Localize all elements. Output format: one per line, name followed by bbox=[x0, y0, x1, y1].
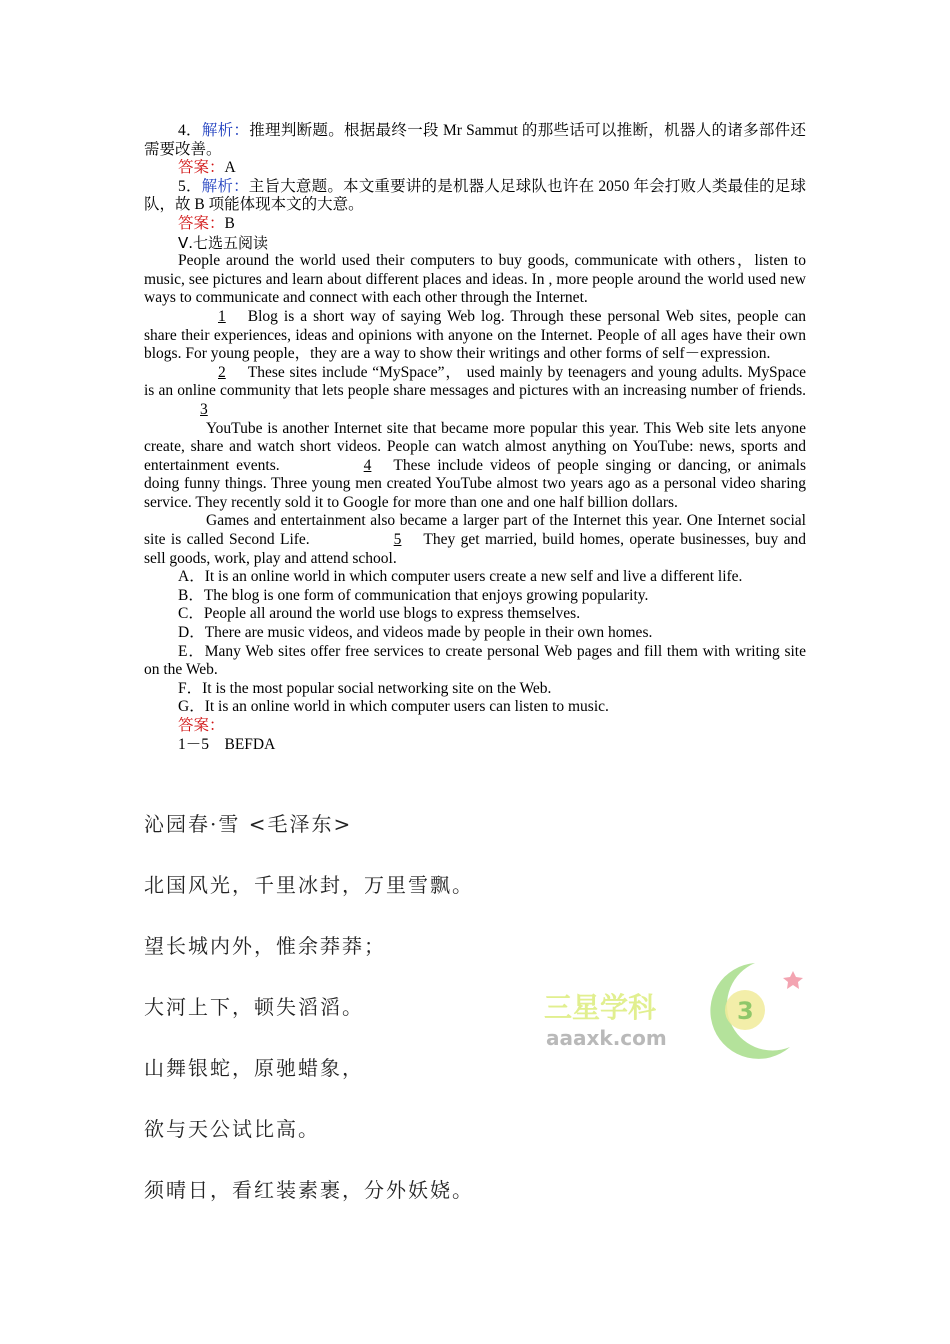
document-body bbox=[144, 122, 806, 754]
passage-paragraph: 1 Blog is a short way of saying Web log. Through these personal Web sites, people can share their experiences, ideas and opinions with anyone on the Internet. People of all ages have their own blogs. For young people，they are a way to show their writings and other forms of self－expression. bbox=[144, 307, 806, 363]
star-icon bbox=[783, 971, 803, 989]
blank-3: 3 bbox=[200, 400, 208, 418]
watermark-brand: 三星学科 bbox=[544, 991, 657, 1024]
poem-line: 望长城内外，惟余莽莽； bbox=[144, 934, 386, 958]
final-answer-label: 答案： bbox=[178, 717, 225, 734]
option-d: D．There are music videos, and videos made by people in their own homes. bbox=[178, 624, 653, 642]
answer-label: 答案： bbox=[178, 214, 225, 232]
passage-paragraph: YouTube is another Internet site that became more popular this year. This Web site lets anyone create, share and watch short videos. People can watch almost anything on YouTube: news, sports and entertainment events. 4 These include videos of people singing or dancing, or animals doing funny things. Three young men created YouTube almost two years ago as a personal video sharing service. They recently sold it to Google for more than one and one half billion dollars. bbox=[144, 419, 807, 511]
option-a: A．It is an online world in which computer users create a new self and live a different life. bbox=[178, 568, 743, 586]
option-f: F．It is the most popular social networking site on the Web. bbox=[178, 679, 552, 697]
passage-paragraph: Games and entertainment also became a larger part of the Internet this year. One Internet social site is called Second Life. 5 They get married, build homes, operate businesses, buy and sell goods, work, play and attend school. bbox=[144, 512, 806, 567]
poem-title: 沁园春·雪 <毛泽东> bbox=[144, 812, 353, 836]
q4-explanation: 4．解析：推理判断题。根据最终一段 Mr Sammut 的那些话可以推断，机器人的诸多部件还需要改善。 bbox=[144, 122, 806, 158]
option-c: C．People all around the world use blogs to express themselves. bbox=[178, 605, 581, 623]
option-g: G．It is an online world in which computer users can listen to music. bbox=[178, 698, 609, 716]
q5-explanation: 5．解析：主旨大意题。本文重要讲的是机器人足球队也许在 2050 年会打败人类最佳的足球队，故 B 项能体现本文的大意。 bbox=[144, 177, 806, 214]
poem-line: 须晴日，看红装素裹，分外妖娆。 bbox=[144, 1178, 474, 1202]
watermark-digit: 3 bbox=[737, 997, 754, 1025]
blank-2: 2 bbox=[218, 363, 226, 381]
passage-paragraph: 2 These sites include “MySpace”， used mainly by teenagers and young adults. MySpace is an online community that lets people share messages and pictures with an increasing number of friends.3 bbox=[144, 363, 806, 418]
passage-paragraph: People around the world used their computers to buy goods, communicate with others，listen to music, see pictures and learn about different places and ideas. In , more people around the world used new ways to communicate and connect with each other through the Internet. bbox=[144, 252, 806, 307]
section-title: Ⅴ.七选五阅读 bbox=[178, 233, 269, 252]
watermark-url: aaaxk.com bbox=[546, 1026, 667, 1050]
poem-line: 欲与天公试比高。 bbox=[144, 1117, 320, 1141]
final-answer: 1－5 BEFDA bbox=[178, 735, 276, 753]
explanation-label: 解析： bbox=[201, 122, 250, 139]
option-b: B．The blog is one form of communication that enjoys growing popularity. bbox=[178, 586, 649, 604]
poem-line: 北国风光，千里冰封，万里雪飘。 bbox=[144, 873, 474, 897]
blank-1: 1 bbox=[218, 307, 226, 325]
blank-5: 5 bbox=[393, 531, 402, 549]
answer-label: 答案： bbox=[178, 159, 225, 177]
poem-line: 山舞银蛇，原驰蜡象， bbox=[144, 1056, 364, 1080]
q5-answer: 答案：B bbox=[178, 214, 235, 232]
poem-line: 大河上下，顿失滔滔。 bbox=[144, 995, 364, 1019]
blank-4: 4 bbox=[363, 456, 372, 474]
q4-answer: 答案：A bbox=[178, 159, 236, 177]
option-e: E．Many Web sites offer free services to create personal Web pages and fill them with writing site on the Web. bbox=[144, 642, 806, 679]
explanation-label: 解析： bbox=[201, 177, 249, 195]
watermark-logo bbox=[540, 955, 810, 1065]
